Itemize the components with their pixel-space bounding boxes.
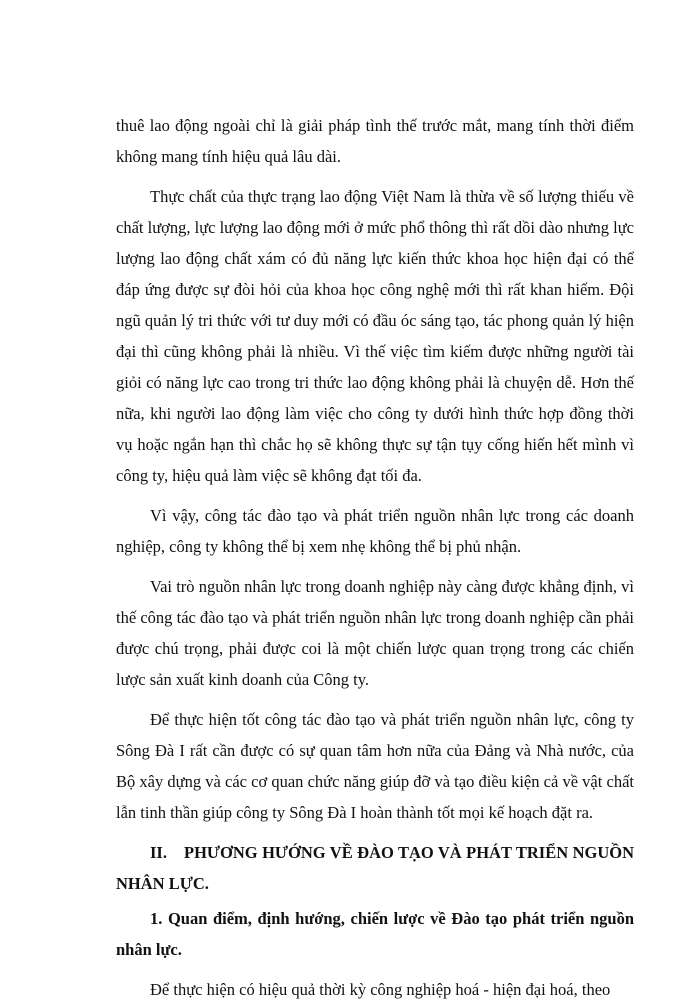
document-body [116, 110, 634, 1005]
paragraph-final: Để thực hiện có hiệu quả thời kỳ công nghiệp hoá - hiện đại hoá, theo [150, 980, 611, 999]
subsection-heading [116, 903, 634, 965]
paragraph-labor-situation: Thực chất của thực trạng lao động Việt Nam là thừa về số lượng thiếu về chất lượng, lực lượng lao động mới ở mức phổ thông thì rất dồi dào nhưng lực lượng lao động chất xám có đủ năng lực kiến thức khoa học hiện đại có thể đáp ứng được sự đòi hỏi của khoa học công nghệ mới thì rất khan hiếm. Đội ngũ quản lý tri thức với tư duy mới có đầu óc sáng tạo, tác phong quản lý hiện đại thì cũng không phải là nhiều. Vì thế việc tìm kiếm được những người tài giỏi có năng lực cao trong tri thức lao động không phải là chuyện dễ. Hơn thế nữa, khi người lao động làm việc cho công ty dưới hình thức hợp đồng thời vụ hoặc ngắn hạn thì chắc họ sẽ không thực sự tận tụy cống hiến hết mình vì công ty, hiệu quả làm việc sẽ không đạt tối đa. [116, 187, 634, 485]
paragraph-hr-role: Vai trò nguồn nhân lực trong doanh nghiệp này càng được khẳng định, vì thế công tác đào tạo và phát triển nguồn nhân lực trong doanh nghiệp cần phải được chú trọng, phải được coi là một chiến lược quan trọng trong các chiến lược sản xuất kinh doanh của Công ty. [116, 577, 634, 689]
section-number: II. [150, 843, 167, 862]
section-heading [116, 837, 634, 899]
paragraph-song-da-support: Để thực hiện tốt công tác đào tạo và phát triển nguồn nhân lực, công ty Sông Đà I rất cần được có sự quan tâm hơn nữa của Đảng và Nhà nước, của Bộ xây dựng và các cơ quan chức năng giúp đỡ và tạo điều kiện cả về vật chất lẫn tinh thần giúp công ty Sông Đà I hoàn thành tốt mọi kế hoạch đặt ra. [116, 710, 634, 822]
paragraph-continuation: thuê lao động ngoài chỉ là giải pháp tình thế trước mắt, mang tính thời điểm không mang tính hiệu quả lâu dài. [116, 116, 634, 166]
subsection-title: Quan điểm, định hướng, chiến lược về Đào tạo phát triển nguồn nhân lực. [116, 909, 634, 959]
paragraph-training-importance: Vì vậy, công tác đào tạo và phát triển nguồn nhân lực trong các doanh nghiệp, công ty không thể bị xem nhẹ không thể bị phủ nhận. [116, 506, 634, 556]
subsection-number: 1. [150, 909, 163, 928]
section-title: PHƯƠNG HƯỚNG VỀ ĐÀO TẠO VÀ PHÁT TRIỂN NGUỒN NHÂN LỰC. [116, 843, 634, 893]
